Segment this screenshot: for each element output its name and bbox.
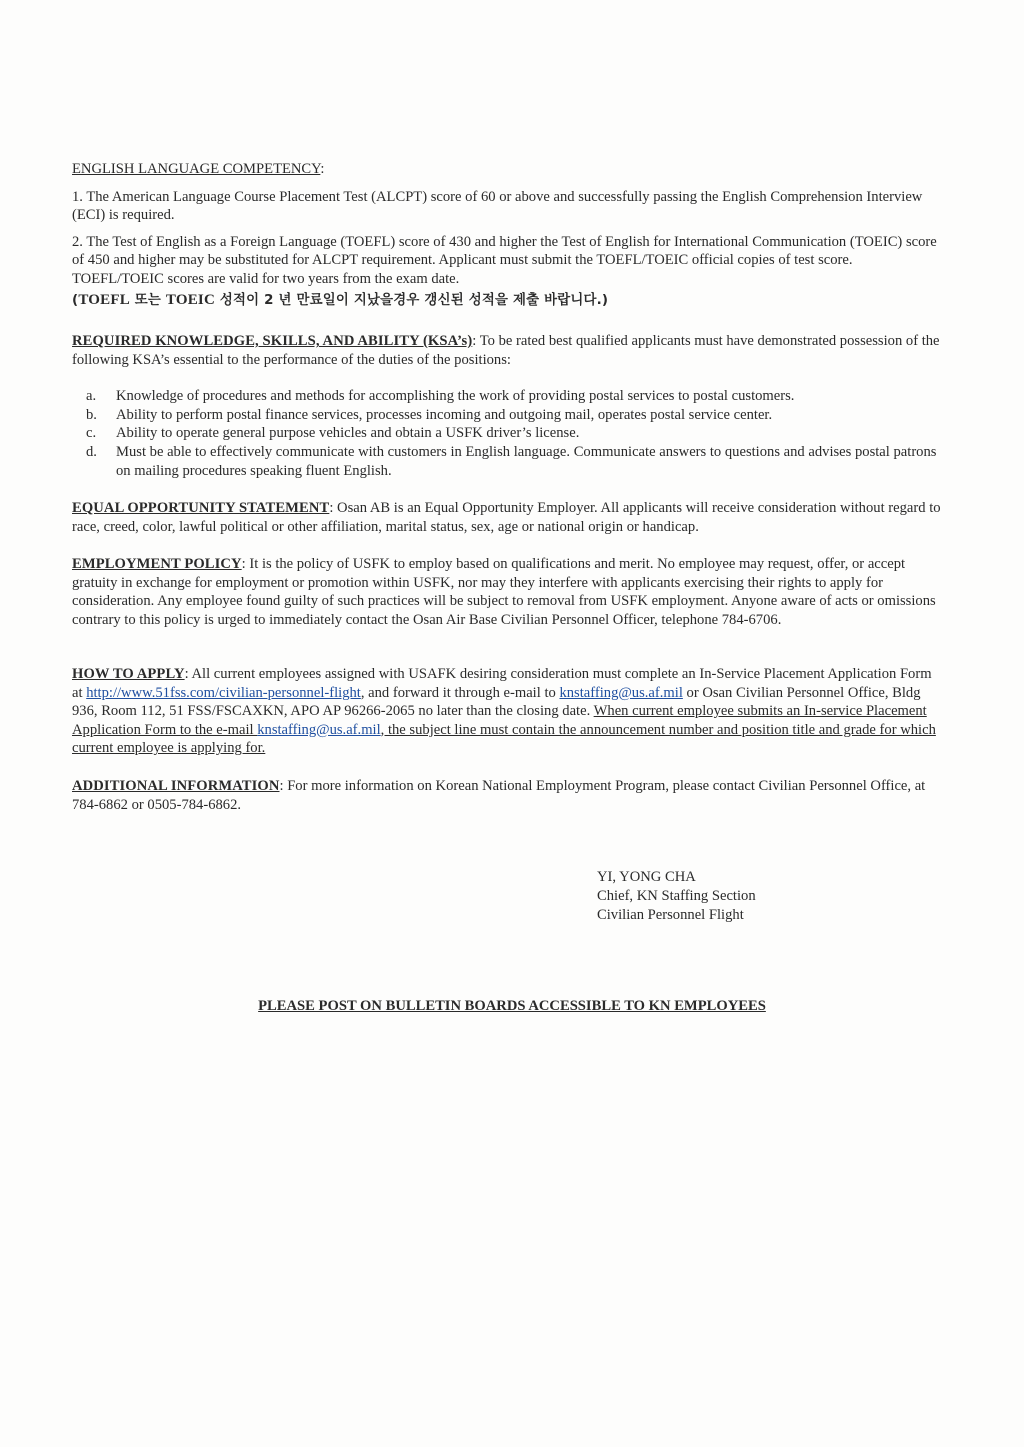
email-link-2[interactable]: knstaffing@us.af.mil — [257, 721, 381, 738]
heading-suffix: : — [184, 666, 189, 682]
section-how-to-apply — [72, 665, 942, 758]
list-text: Must be able to effectively communicate with customers in English language. Communicate answers to questions and advises postal patrons on mailing procedures speaking fluent English. — [116, 443, 937, 479]
section-english-competency — [72, 160, 942, 310]
list-marker: c. — [86, 425, 97, 442]
eos-text: Osan AB is an Equal Opportunity Employer. All applicants will receive consideration without regard to race, creed, color, lawful political or other affiliation, marital status, sex, age or national origin or handicap. — [72, 500, 941, 535]
section-ksa — [72, 332, 942, 480]
heading-ksa: REQUIRED KNOWLEDGE, SKILLS, AND ABILITY (KSA’s) — [72, 333, 473, 349]
list-text: Ability to perform postal finance services, processes incoming and outgoing mail, operates postal service center. — [116, 406, 773, 423]
list-item — [72, 406, 942, 425]
heading-suffix: : — [279, 778, 284, 794]
apply-text-3: or Osan Civilian Personnel Office, Bldg 936, Room 112, 51 FSS/FSCAXKN, APO AP 96266-2065 no later than the closing date. — [72, 684, 921, 720]
korean-toefl: TOEFL — [78, 291, 130, 308]
heading-how-to-apply: HOW TO APPLY — [72, 666, 185, 682]
post-notice: PLEASE POST ON BULLETIN BOARDS ACCESSIBLE TO KN EMPLOYEES — [258, 998, 766, 1014]
heading-equal-opportunity: EQUAL OPPORTUNITY STATEMENT — [72, 500, 330, 516]
list-item — [72, 387, 942, 406]
section-additional-info — [72, 777, 942, 814]
section-employment-policy — [72, 555, 942, 629]
elc-paragraph-2: 2. The Test of English as a Foreign Language (TOEFL) score of 430 and higher the Test of English for International Communication (TOEIC) score of 450 and higher may be substituted for ALCPT requirement. Applicant must submit the TOEFL/TOEIC official copies of test score. TOEFL/TOEIC scores are valid for two years from the exam date. — [72, 233, 937, 287]
email-link[interactable]: knstaffing@us.af.mil — [559, 684, 683, 701]
list-item — [72, 443, 942, 480]
signer-organization: Civilian Personnel Flight — [597, 907, 744, 924]
list-text: Ability to operate general purpose vehicles and obtain a USFK driver’s license. — [116, 425, 580, 442]
list-marker: d. — [86, 443, 97, 460]
heading-suffix: : — [329, 500, 334, 516]
list-item — [72, 424, 942, 443]
application-form-link[interactable]: http://www.51fss.com/civilian-personnel-flight — [86, 684, 361, 701]
signature-block — [597, 868, 756, 926]
heading-suffix: : — [241, 556, 246, 572]
korean-open: ( — [72, 292, 79, 308]
additional-info-text: For more information on Korean National Employment Program, please contact Civilian Personnel Office, at 784-6862 or 0505-784-6862. — [72, 778, 926, 813]
ksa-list — [72, 387, 942, 480]
list-text: Knowledge of procedures and methods for accomplishing the work of providing postal services to postal customers. — [116, 388, 795, 405]
list-marker: a. — [86, 388, 97, 405]
korean-mid: 또는 — [129, 292, 166, 308]
signer-name: YI, YONG CHA — [597, 869, 696, 885]
heading-suffix: : — [472, 333, 477, 349]
apply-underlined-2: , the subject line must contain the announcement number and position title and grade for which current employee is applying for. — [72, 721, 936, 757]
korean-toeic: TOEIC — [165, 291, 215, 308]
heading-employment-policy: EMPLOYMENT POLICY — [72, 556, 242, 572]
heading-english-competency: ENGLISH LANGUAGE COMPETENCY — [72, 161, 321, 177]
signer-title: Chief, KN Staffing Section — [597, 888, 756, 905]
policy-text: It is the policy of USFK to employ based on qualifications and merit. No employee may request, offer, or accept gratuity in exchange for employment or promotion within USFK, nor may they interfere with applicants exercising their rights to apply for consideration. Any employee found guilty of such practices will be subject to removal from USFK employment. Anyone aware of acts or omissions contrary to this policy is urged to immediately contact the Osan Air Base Civilian Personnel Officer, telephone 784-6706. — [72, 556, 936, 628]
ksa-intro: To be rated best qualified applicants must have demonstrated possession of the following KSA’s essential to the performance of the duties of the positions: — [72, 333, 940, 368]
heading-additional-info: ADDITIONAL INFORMATION — [72, 778, 280, 794]
section-equal-opportunity — [72, 499, 942, 536]
list-marker: b. — [86, 406, 97, 423]
heading-suffix: : — [320, 161, 325, 177]
apply-underlined-1: When current employee submits an In-service Placement Application Form to the e-mail — [72, 703, 927, 738]
apply-text-1: All current employees assigned with USAFK desiring consideration must complete an In-Service Placement Application Form at — [72, 666, 932, 701]
apply-text-2: , and forward it through e-mail to — [360, 684, 560, 701]
elc-paragraph-1: 1. The American Language Course Placement Test (ALCPT) score of 60 or above and successfully passing the English Comprehension Interview (ECI) is required. — [72, 188, 923, 224]
korean-rest: 성적이 2 년 만료일이 지났을경우 갱신된 성적을 제출 바랍니다.) — [214, 292, 609, 308]
korean-notice — [72, 291, 942, 311]
